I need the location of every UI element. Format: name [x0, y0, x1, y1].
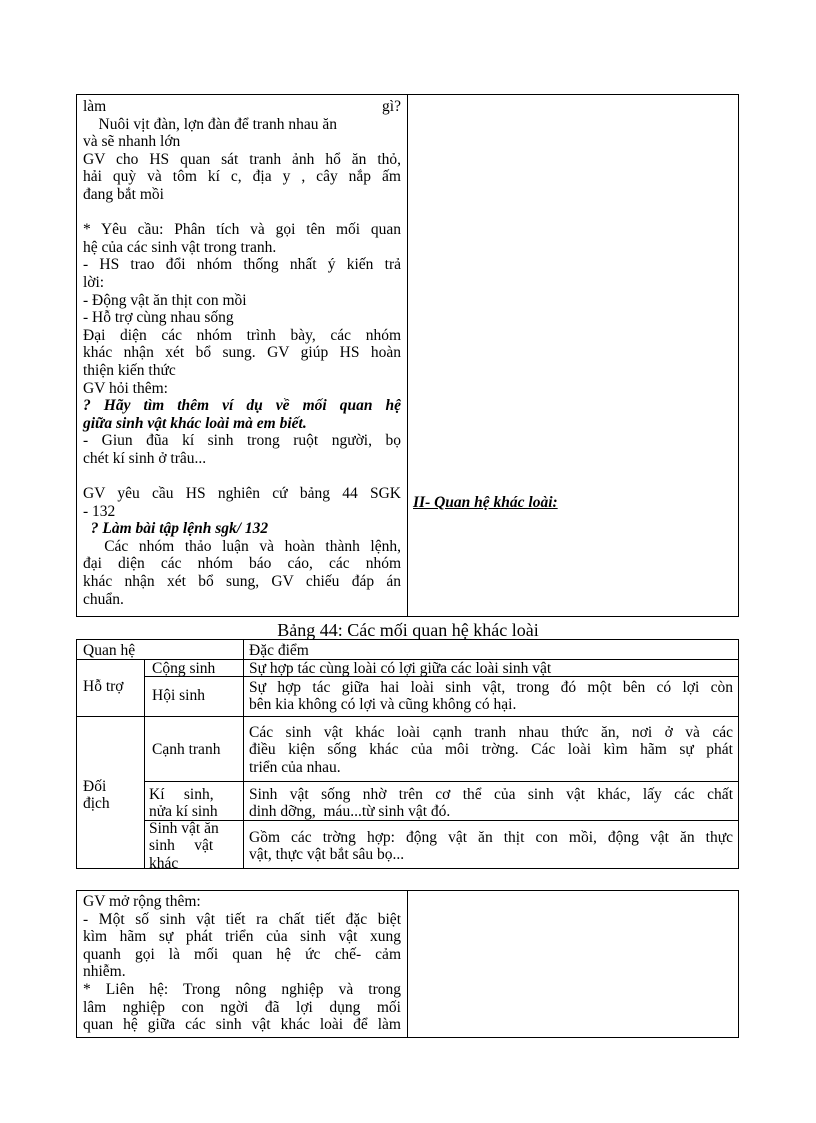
- group-support: [83, 678, 141, 695]
- text-line: đại diện các nhóm báo cáo, các nhóm: [83, 555, 401, 573]
- row-name: Kí sinh,: [149, 786, 214, 803]
- desc-line: bên kia không có lợi và cũng không có hại.: [249, 696, 517, 714]
- text-line: - HS trao đổi nhóm thống nhất ý kiến trả: [83, 256, 401, 274]
- row-parasitism-desc: [249, 786, 733, 821]
- row-competition-name: [149, 741, 239, 758]
- text-line: kìm hãm sự phát triển của sinh vật xung: [83, 928, 401, 946]
- row-name: Cạnh tranh: [152, 741, 221, 758]
- lesson-table-bottom: [76, 890, 739, 1038]
- content-cell: [413, 494, 733, 512]
- header-relation: [83, 642, 233, 659]
- desc-line: vật, thực vật bắt sâu bọ...: [249, 846, 405, 864]
- exercise-line: ? Làm bài tập lệnh sgk/ 132: [83, 520, 269, 538]
- row-name: Sinh vật ăn: [149, 820, 219, 837]
- text-line: * Yêu cầu: Phân tích và gọi tên mối quan: [83, 221, 401, 239]
- header-text: Quan hệ: [83, 642, 136, 659]
- desc-line: Các sinh vật khác loài cạnh tranh nhau thức ăn, nơi ở và các: [249, 724, 733, 741]
- text-line: thiện kiến thức: [83, 361, 176, 379]
- text-line: quan hệ giữa các sinh vật khác loài để làm: [83, 1016, 401, 1034]
- text-line: - 132: [83, 502, 116, 520]
- lesson-table-top: [76, 94, 739, 617]
- row-parasitism-name: [149, 786, 240, 821]
- row-predation-name: [149, 820, 240, 869]
- row-name: khác: [149, 854, 179, 869]
- text-line: khác nhận xét bổ sung. GV giúp HS hoàn: [83, 344, 401, 362]
- text-line: Các nhóm thảo luận và hoàn thành lệnh,: [83, 537, 401, 555]
- text-line: hải quỳ và tôm kí c, địa y , cây nắp ấm: [83, 168, 401, 186]
- text-line: quanh gọi là mối quan hệ ức chế- cảm: [83, 945, 401, 963]
- desc-line: Sự hợp tác giữa hai loài sinh vật, trong đó một bên có lợi còn: [249, 679, 733, 696]
- row-predation-desc: [249, 829, 733, 864]
- header-text: Đặc điểm: [249, 642, 309, 659]
- group-label: Đối: [83, 778, 107, 795]
- row-symbiosis-desc: [249, 660, 733, 677]
- text-line: GV mở rộng thêm:: [83, 893, 201, 910]
- text-line: khác nhận xét bổ sung, GV chiếu đáp án: [83, 573, 401, 591]
- table-caption: Bảng 44: Các mối quan hệ khác loài: [277, 620, 539, 640]
- text-line: nhiễm.: [83, 963, 126, 981]
- text-line: Nuôi vịt đàn, lợn đàn để tranh nhau ăn: [83, 115, 337, 133]
- question-line: giữa sinh vật khác loài mà em biết.: [83, 414, 307, 432]
- row-name: Cộng sinh: [152, 660, 216, 677]
- desc-line: Sinh vật sống nhờ trên cơ thể của sinh vật khác, lấy các chất: [249, 786, 733, 803]
- text-line: [83, 467, 401, 485]
- text-line: làm gì?: [83, 98, 401, 115]
- text-line: đang bắt mồi: [83, 185, 164, 203]
- text-line: - Động vật ăn thịt con mồi: [83, 291, 247, 309]
- text-line: Đại diện các nhóm trình bày, các nhóm: [83, 326, 401, 344]
- text-line: - Giun đũa kí sinh trong ruột người, bọ: [83, 432, 401, 450]
- row-competition-desc: [249, 724, 733, 776]
- group-label: địch: [83, 795, 110, 813]
- text-line: * Liên hệ: Trong nông nghiệp và trong: [83, 980, 401, 998]
- relations-table: [76, 639, 739, 869]
- section-heading: II- Quan hệ khác loài:: [413, 494, 558, 511]
- teacher-activity-cell: [83, 893, 401, 1037]
- text-line: - Hỗ trợ cùng nhau sống: [83, 309, 234, 327]
- row-name: nửa kí sinh: [149, 803, 218, 821]
- text-line: GV yêu cầu HS nghiên cứ bảng 44 SGK: [83, 485, 401, 503]
- teacher-activity-cell: [83, 98, 401, 608]
- row-symbiosis-name: [149, 660, 239, 677]
- text-line: chét kí sinh ở trâu...: [83, 449, 207, 467]
- desc-line: Gồm các trờng hợp: động vật ăn thịt con mồi, động vật ăn thực: [249, 829, 733, 846]
- row-name: Hội sinh: [152, 687, 205, 704]
- text-line: [83, 204, 401, 222]
- desc-line: điều kiện sống khác của môi trờng. Các loài kìm hãm sự phát: [249, 741, 733, 759]
- group-opposition: [83, 778, 141, 813]
- text-line: lâm nghiệp con ngời đã lợi dụng mối: [83, 998, 401, 1016]
- text-line: - Một số sinh vật tiết ra chất tiết đặc biệt: [83, 910, 401, 928]
- text-line: GV cho HS quan sát tranh ảnh hổ ăn thỏ,: [83, 150, 401, 168]
- text-line: GV hỏi thêm:: [83, 379, 168, 397]
- row-commensalism-name: [149, 687, 239, 704]
- text-line: chuẩn.: [83, 590, 124, 608]
- question-line: ? Hãy tìm thêm ví dụ về mối quan hệ: [83, 397, 401, 415]
- text-line: lời:: [83, 273, 105, 291]
- header-feature: [249, 642, 729, 659]
- desc-line: triển của nhau.: [249, 758, 341, 776]
- text-line: hệ của các sinh vật trong tranh.: [83, 238, 277, 256]
- row-name: sinh vật: [149, 837, 214, 855]
- desc-line: Sự hợp tác cùng loài có lợi giữa các loài sinh vật: [249, 660, 552, 677]
- text-line: và sẽ nhanh lớn: [83, 133, 181, 151]
- row-commensalism-desc: [249, 679, 733, 714]
- desc-line: dinh dỡng, máu...từ sinh vật đó.: [249, 803, 451, 821]
- group-label: Hỗ trợ: [83, 678, 124, 695]
